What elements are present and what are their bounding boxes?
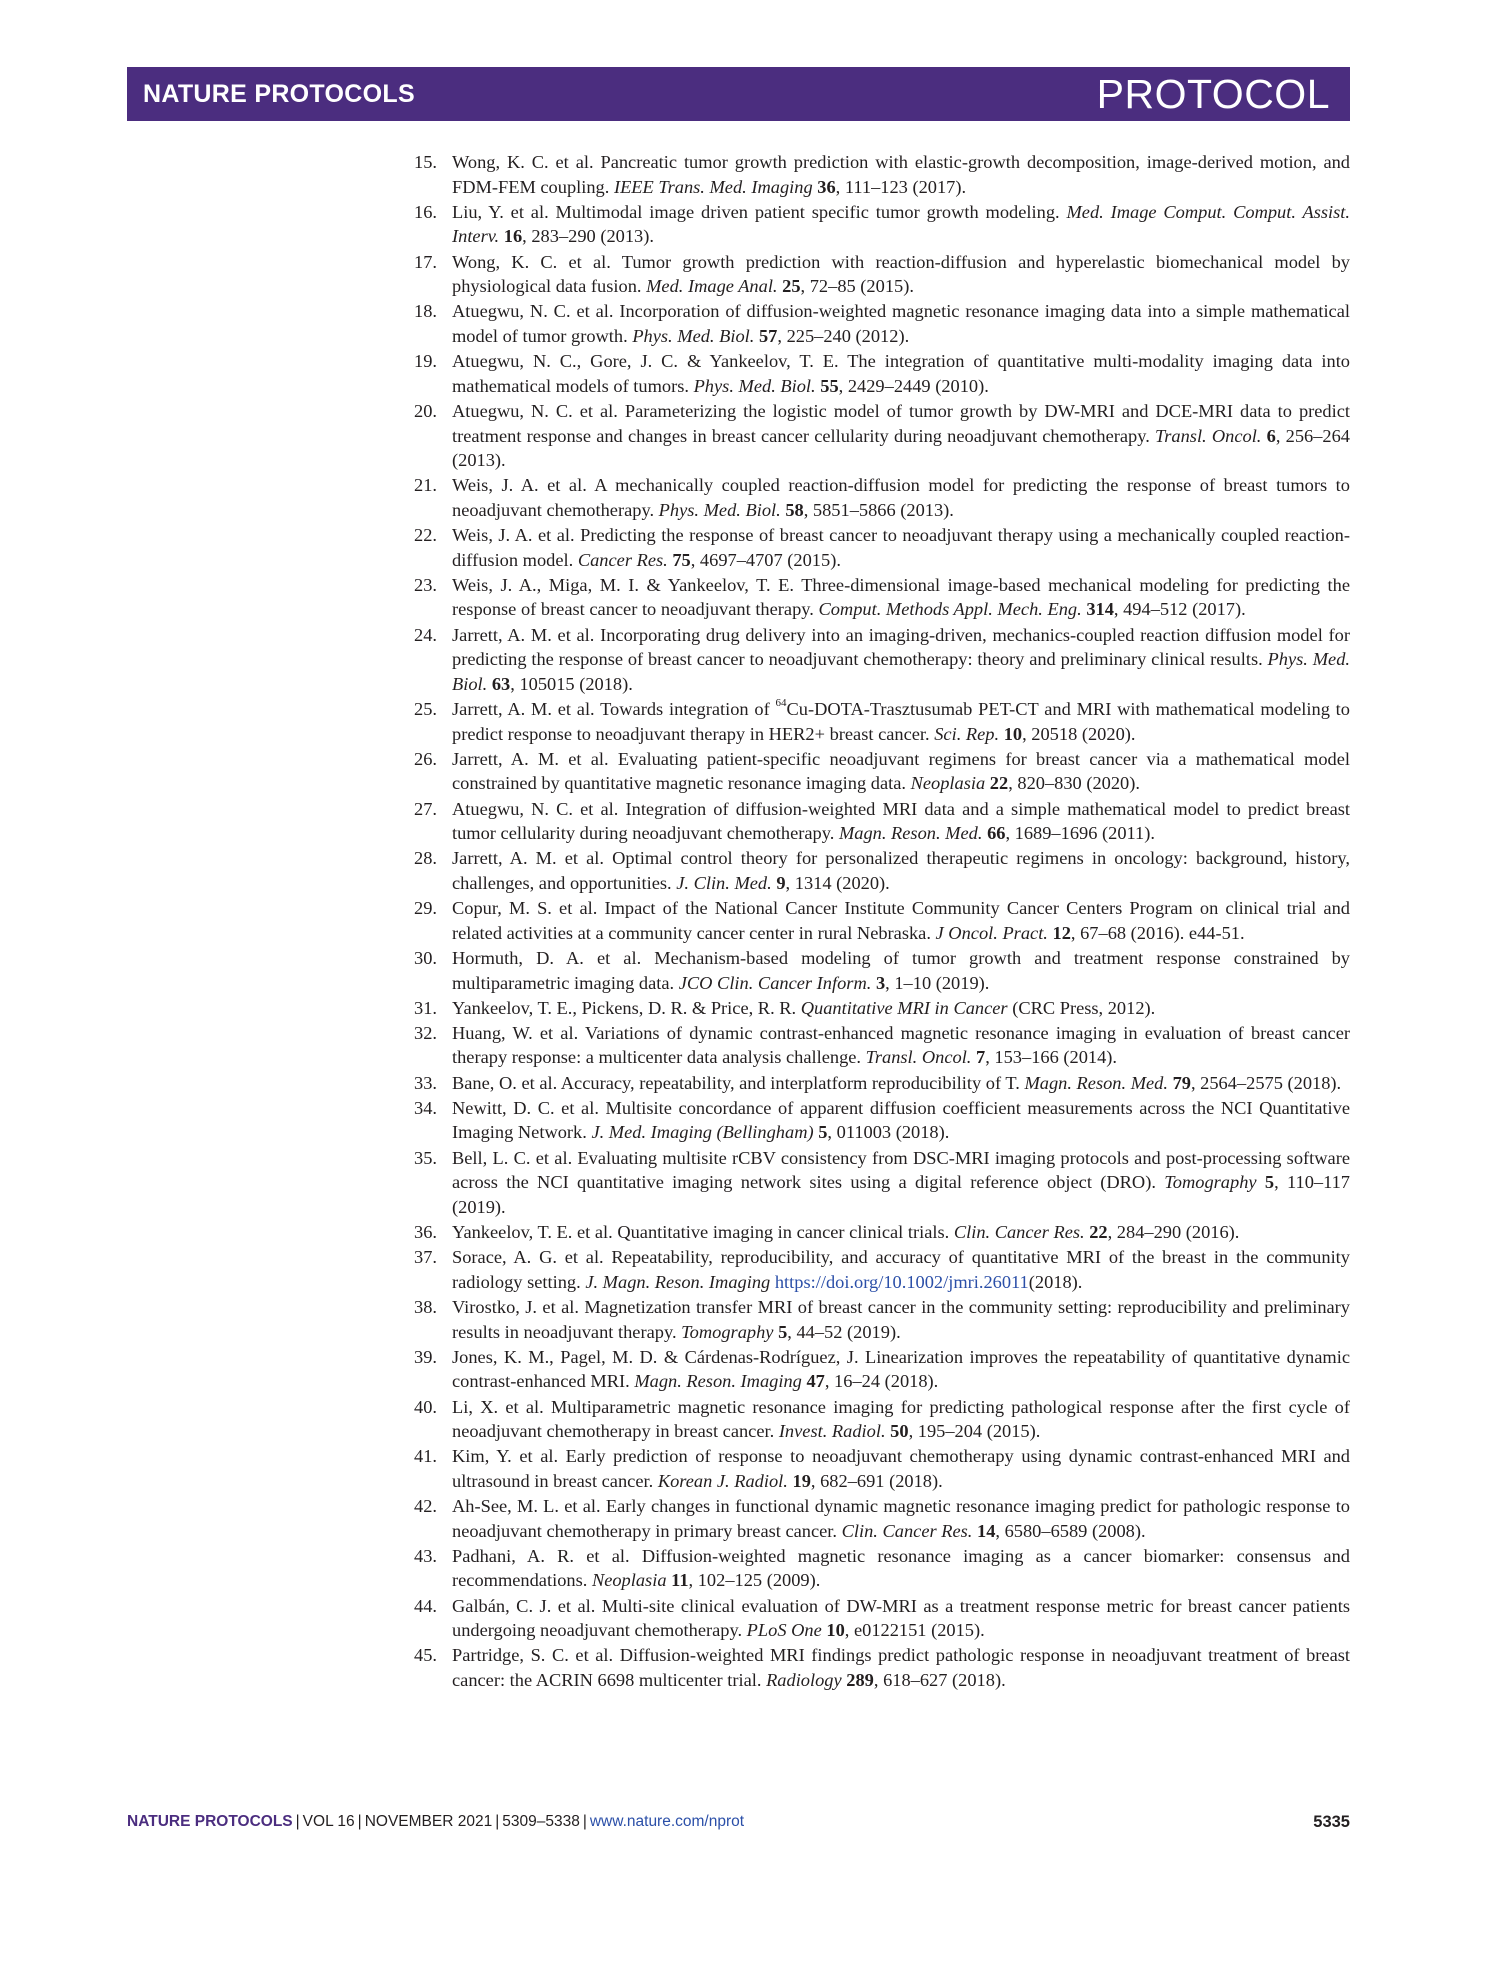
- reference-volume: 19: [792, 1470, 811, 1491]
- reference-text: Newitt, D. C. et al. Multisite concordance of apparent diffusion coefficient measurements across the NCI Quantitative Imaging Network.: [452, 1097, 1350, 1143]
- reference-volume: 79: [1172, 1072, 1191, 1093]
- reference-text: Jarrett, A. M. et al. Towards integration of: [452, 699, 776, 719]
- reference-number: 19.: [414, 351, 437, 372]
- reference-details: , 110–117 (2019).: [452, 1172, 1350, 1217]
- reference-number: 37.: [414, 1247, 437, 1268]
- reference-item: [414, 1146, 1350, 1220]
- footer-volume: VOL 16: [302, 1813, 355, 1830]
- reference-volume: 12: [1052, 922, 1071, 943]
- reference-journal: J. Clin. Med.: [676, 872, 772, 893]
- reference-volume: 25: [782, 276, 801, 297]
- reference-details: , 72–85 (2015).: [800, 276, 914, 297]
- footer-journal: NATURE PROTOCOLS: [127, 1813, 293, 1830]
- reference-number: 32.: [414, 1022, 437, 1043]
- footer-pages: 5309–5338: [502, 1813, 580, 1830]
- reference-text: Atuegwu, N. C. et al. Integration of diffusion-weighted MRI data and a simple mathematical model to predict breast tumor cellularity during neoadjuvant chemotherapy.: [452, 798, 1350, 844]
- reference-details: , 284–290 (2016).: [1107, 1222, 1240, 1242]
- reference-item: [414, 1643, 1350, 1692]
- reference-text: Hormuth, D. A. et al. Mechanism-based modeling of tumor growth and treatment response constrained by multiparametric imaging data.: [452, 947, 1350, 993]
- reference-details: , 16–24 (2018).: [824, 1371, 939, 1392]
- reference-details: , 283–290 (2013).: [522, 226, 654, 247]
- reference-text: Li, X. et al. Multiparametric magnetic resonance imaging for predicting pathological response after the first cycle of neoadjuvant chemotherapy in breast cancer.: [452, 1396, 1350, 1442]
- reference-details: , 5851–5866 (2013).: [803, 499, 954, 520]
- reference-item: [414, 896, 1350, 945]
- reference-details: (2018).: [1028, 1271, 1083, 1292]
- reference-superscript: 64: [775, 696, 787, 709]
- reference-details: , 256–264 (2013).: [452, 425, 1350, 471]
- reference-details: , 44–52 (2019).: [787, 1321, 901, 1342]
- reference-volume: 36: [817, 176, 836, 197]
- reference-item: [414, 1021, 1350, 1070]
- reference-item: [414, 1444, 1350, 1493]
- reference-volume: 58: [785, 499, 804, 520]
- reference-number: 38.: [414, 1296, 437, 1317]
- reference-text: Kim, Y. et al. Early prediction of response to neoadjuvant chemotherapy using dynamic contrast-enhanced MRI and ultrasound in breast cancer.: [452, 1446, 1350, 1491]
- reference-volume: 6: [1266, 425, 1276, 446]
- reference-details: , 2564–2575 (2018).: [1190, 1072, 1342, 1093]
- reference-volume: 3: [875, 972, 886, 993]
- reference-details: , e0122151 (2015).: [844, 1620, 985, 1641]
- reference-journal: Med. Image Comput. Comput. Assist. Interv.: [452, 201, 1350, 247]
- reference-volume: 50: [890, 1421, 909, 1442]
- reference-text: Weis, J. A., Miga, M. I. & Yankeelov, T. E. Three-dimensional image-based mechanical modeling for predicting the response of breast cancer to neoadjuvant therapy.: [452, 574, 1350, 620]
- footer-separator: |: [495, 1813, 500, 1830]
- footer-separator: |: [357, 1813, 362, 1830]
- reference-volume: 57: [758, 325, 778, 346]
- reference-text: Sorace, A. G. et al. Repeatability, reproducibility, and accuracy of quantitative MRI of the breast in the community radiology setting.: [452, 1247, 1350, 1292]
- reference-text: Atuegwu, N. C. et al. Incorporation of diffusion-weighted magnetic resonance imaging data into a simple mathematical model of tumor growth.: [452, 301, 1350, 346]
- reference-item: [414, 1096, 1350, 1145]
- reference-number: 42.: [414, 1496, 437, 1517]
- reference-number: 36.: [414, 1222, 437, 1242]
- reference-volume: 22: [989, 773, 1009, 794]
- reference-item: [414, 250, 1350, 299]
- reference-journal: Magn. Reson. Med.: [838, 823, 983, 844]
- reference-number: 27.: [414, 798, 437, 819]
- reference-item: [414, 573, 1350, 622]
- reference-journal: PLoS One: [746, 1620, 822, 1641]
- reference-journal: Phys. Med. Biol.: [693, 375, 816, 396]
- reference-item: [414, 523, 1350, 572]
- reference-details: , 105015 (2018).: [510, 673, 633, 694]
- reference-item: [414, 747, 1350, 796]
- reference-number: 24.: [414, 624, 437, 645]
- reference-text: Weis, J. A. et al. A mechanically coupled reaction-diffusion model for predicting the response of breast tumors to neoadjuvant chemotherapy.: [452, 475, 1350, 520]
- reference-journal: Phys. Med. Biol.: [452, 649, 1350, 694]
- reference-text: Bell, L. C. et al. Evaluating multisite rCBV consistency from DSC-MRI imaging protocols and post-processing software across the NCI quantitative imaging network sites using a digital reference object (DRO).: [452, 1147, 1350, 1193]
- reference-number: 33.: [414, 1072, 437, 1093]
- footer-separator: |: [295, 1813, 300, 1830]
- reference-details: , 494–512 (2017).: [1113, 599, 1246, 620]
- reference-volume: 22: [1089, 1222, 1108, 1242]
- reference-volume: 289: [846, 1670, 874, 1691]
- reference-journal: Tomography: [681, 1321, 774, 1342]
- reference-number: 18.: [414, 301, 437, 322]
- reference-number: 44.: [414, 1595, 437, 1616]
- reference-journal: J. Magn. Reson. Imaging: [585, 1271, 771, 1292]
- reference-text: Jarrett, A. M. et al. Incorporating drug delivery into an imaging-driven, mechanics-coupled reaction diffusion model for predicting the response of breast cancer to neoadjuvant chemotherapy: theory and preliminary clinical results.: [452, 624, 1350, 670]
- reference-volume: 10: [1003, 723, 1023, 744]
- reference-volume: 55: [820, 375, 839, 396]
- reference-volume: 16: [503, 226, 523, 247]
- reference-number: 35.: [414, 1147, 437, 1168]
- reference-item: [414, 846, 1350, 895]
- reference-text: Wong, K. C. et al. Pancreatic tumor growth prediction with elastic-growth decomposition, image-derived motion, and FDM-FEM coupling.: [452, 152, 1350, 197]
- reference-journal: Magn. Reson. Imaging: [634, 1371, 802, 1392]
- reference-volume: 10: [826, 1620, 845, 1641]
- reference-number: 20.: [414, 400, 437, 421]
- reference-journal: Radiology: [766, 1670, 842, 1691]
- reference-doi-link[interactable]: https://doi.org/10.1002/jmri.26011: [774, 1271, 1029, 1292]
- reference-text: Virostko, J. et al. Magnetization transfer MRI of breast cancer in the community setting: reproducibility and preliminary results in neoadjuvant therapy.: [452, 1296, 1350, 1342]
- reference-volume: 47: [806, 1371, 825, 1392]
- reference-details: , 1689–1696 (2011).: [1005, 823, 1155, 844]
- reference-journal: Quantitative MRI in Cancer: [800, 997, 1008, 1018]
- reference-number: 22.: [414, 525, 437, 546]
- reference-volume: 66: [987, 823, 1006, 844]
- reference-number: 41.: [414, 1446, 437, 1467]
- reference-number: 39.: [414, 1346, 437, 1367]
- reference-text: Cu-DOTA-Trasztusumab PET-CT and MRI with mathematical modeling to predict response to neoadjuvant therapy in HER2+ breast cancer.: [452, 699, 1350, 744]
- reference-journal: Neoplasia: [591, 1570, 667, 1591]
- reference-details: (CRC Press, 2012).: [1007, 997, 1156, 1018]
- reference-text: Jones, K. M., Pagel, M. D. & Cárdenas-Rodríguez, J. Linearization improves the repeatability of quantitative dynamic contrast-enhanced MRI.: [452, 1346, 1350, 1392]
- reference-item: [414, 946, 1350, 995]
- reference-item: [414, 1220, 1350, 1245]
- reference-item: [414, 399, 1350, 473]
- reference-details: , 011003 (2018).: [827, 1122, 950, 1143]
- reference-number: 17.: [414, 251, 437, 272]
- reference-item: [414, 1494, 1350, 1543]
- reference-text: Weis, J. A. et al. Predicting the response of breast cancer to neoadjuvant therapy using a mechanically coupled reaction-diffusion model.: [452, 525, 1350, 570]
- footer-separator: |: [582, 1813, 587, 1830]
- reference-number: 23.: [414, 574, 437, 595]
- reference-text: Huang, W. et al. Variations of dynamic contrast-enhanced magnetic resonance imaging in evaluation of breast cancer therapy response: a multicenter data analysis challenge.: [452, 1022, 1350, 1068]
- reference-number: 15.: [414, 152, 437, 172]
- reference-text: Atuegwu, N. C., Gore, J. C. & Yankeelov, T. E. The integration of quantitative multi-modality imaging data into mathematical models of tumors.: [452, 351, 1350, 396]
- footer-date: NOVEMBER 2021: [364, 1813, 493, 1830]
- reference-details: , 820–830 (2020).: [1008, 773, 1140, 794]
- reference-journal: Comput. Methods Appl. Mech. Eng.: [818, 599, 1082, 620]
- reference-details: , 6580–6589 (2008).: [995, 1520, 1146, 1541]
- reference-text: Copur, M. S. et al. Impact of the National Cancer Institute Community Cancer Centers Program on clinical trial and related activities at a community cancer center in rural Nebraska.: [452, 898, 1350, 943]
- reference-number: 45.: [414, 1645, 437, 1666]
- reference-volume: 314: [1086, 599, 1114, 620]
- reference-volume: 7: [976, 1047, 986, 1068]
- reference-volume: 14: [977, 1520, 996, 1541]
- reference-item: [414, 1345, 1350, 1394]
- reference-details: , 682–691 (2018).: [810, 1470, 943, 1491]
- reference-details: , 153–166 (2014).: [985, 1047, 1118, 1068]
- reference-journal: J. Med. Imaging (Bellingham): [591, 1122, 814, 1143]
- reference-journal: Transl. Oncol.: [865, 1047, 972, 1068]
- reference-journal: Korean J. Radiol.: [657, 1470, 788, 1491]
- reference-journal: Neoplasia: [910, 773, 986, 794]
- reference-number: 34.: [414, 1097, 437, 1118]
- reference-item: [414, 150, 1350, 199]
- reference-text: Wong, K. C. et al. Tumor growth prediction with reaction-diffusion and hyperelastic biomechanical model by physiological data fusion.: [452, 251, 1350, 297]
- reference-text: Jarrett, A. M. et al. Evaluating patient-specific neoadjuvant regimens for breast cancer via a mathematical model constrained by quantitative magnetic resonance imaging data.: [452, 748, 1350, 794]
- reference-details: , 618–627 (2018).: [873, 1670, 1006, 1691]
- reference-text: Atuegwu, N. C. et al. Parameterizing the logistic model of tumor growth by DW-MRI and DCE-MRI data to predict treatment response and changes in breast cancer cellularity during neoadjuvant chemotherapy.: [452, 400, 1350, 446]
- reference-item: [414, 1071, 1350, 1096]
- reference-journal: Transl. Oncol.: [1155, 425, 1262, 446]
- reference-item: [414, 996, 1350, 1021]
- reference-details: , 2429–2449 (2010).: [838, 375, 989, 396]
- reference-journal: Cancer Res.: [577, 549, 668, 570]
- reference-number: 25.: [414, 699, 437, 719]
- journal-title: NATURE PROTOCOLS: [143, 80, 415, 108]
- reference-item: [414, 1245, 1350, 1294]
- reference-item: [414, 1295, 1350, 1344]
- reference-volume: 63: [491, 673, 511, 694]
- reference-journal: Clin. Cancer Res.: [841, 1520, 973, 1541]
- reference-number: 28.: [414, 848, 437, 869]
- reference-number: 31.: [414, 997, 437, 1018]
- reference-details: , 111–123 (2017).: [835, 176, 967, 197]
- reference-item: [414, 797, 1350, 846]
- reference-number: 40.: [414, 1396, 437, 1417]
- reference-number: 21.: [414, 475, 437, 496]
- reference-number: 16.: [414, 201, 437, 222]
- reference-number: 30.: [414, 947, 437, 968]
- reference-item: [414, 299, 1350, 348]
- header-bar: [127, 67, 1350, 121]
- reference-journal: IEEE Trans. Med. Imaging: [613, 176, 813, 197]
- reference-journal: Med. Image Anal.: [646, 276, 778, 297]
- reference-volume: 5: [1264, 1172, 1275, 1193]
- reference-journal: Sci. Rep.: [934, 723, 1000, 744]
- reference-details: , 67–68 (2016). e44-51.: [1070, 922, 1245, 943]
- reference-text: Yankeelov, T. E., Pickens, D. R. & Price, R. R.: [452, 997, 801, 1018]
- footer: [127, 1813, 1350, 1837]
- reference-item: [414, 1395, 1350, 1444]
- reference-number: 29.: [414, 898, 437, 919]
- reference-details: , 195–204 (2015).: [908, 1421, 1041, 1442]
- reference-item: [414, 473, 1350, 522]
- reference-volume: 5: [818, 1122, 828, 1143]
- reference-list: [414, 150, 1350, 1693]
- reference-number: 43.: [414, 1545, 437, 1566]
- reference-item: [414, 1594, 1350, 1643]
- reference-journal: Tomography: [1164, 1172, 1257, 1193]
- reference-journal: JCO Clin. Cancer Inform.: [678, 972, 872, 993]
- footer-url-link[interactable]: www.nature.com/nprot: [589, 1813, 745, 1830]
- reference-text: Padhani, A. R. et al. Diffusion-weighted magnetic resonance imaging as a cancer biomarker: consensus and recommendations.: [452, 1545, 1350, 1591]
- reference-text: Jarrett, A. M. et al. Optimal control theory for personalized therapeutic regimens in oncology: background, history, challenges, and opportunities.: [452, 848, 1350, 893]
- page-number: 5335: [1313, 1813, 1350, 1831]
- reference-item: [414, 623, 1350, 697]
- reference-volume: 5: [778, 1321, 788, 1342]
- reference-details: , 102–125 (2009).: [688, 1570, 821, 1591]
- reference-details: , 4697–4707 (2015).: [690, 549, 841, 570]
- reference-item: [414, 200, 1350, 249]
- reference-number: 26.: [414, 748, 437, 769]
- reference-text: Liu, Y. et al. Multimodal image driven patient specific tumor growth modeling.: [452, 201, 1067, 222]
- reference-item: [414, 349, 1350, 398]
- reference-details: , 1314 (2020).: [785, 872, 890, 893]
- reference-details: , 20518 (2020).: [1022, 723, 1136, 744]
- reference-journal: Phys. Med. Biol.: [632, 325, 755, 346]
- reference-text: Bane, O. et al. Accuracy, repeatability, and interplatform reproducibility of T.: [452, 1072, 1025, 1093]
- reference-volume: 9: [776, 872, 786, 893]
- reference-text: Yankeelov, T. E. et al. Quantitative imaging in cancer clinical trials.: [452, 1222, 954, 1242]
- reference-journal: Clin. Cancer Res.: [953, 1222, 1085, 1242]
- reference-details: , 225–240 (2012).: [777, 325, 910, 346]
- reference-journal: Magn. Reson. Med.: [1024, 1072, 1168, 1093]
- reference-details: , 1–10 (2019).: [885, 972, 990, 993]
- reference-text: Galbán, C. J. et al. Multi-site clinical evaluation of DW-MRI as a treatment response metric for breast cancer patients undergoing neoadjuvant chemotherapy.: [452, 1595, 1350, 1641]
- reference-journal: Phys. Med. Biol.: [658, 499, 781, 520]
- reference-volume: 75: [672, 549, 691, 570]
- reference-item: [414, 1544, 1350, 1593]
- reference-text: Partridge, S. C. et al. Diffusion-weighted MRI findings predict pathologic response in neoadjuvant treatment of breast cancer: the ACRIN 6698 multicenter trial.: [452, 1645, 1350, 1691]
- reference-item: [414, 697, 1350, 746]
- reference-volume: 11: [671, 1570, 689, 1591]
- reference-text: Ah-See, M. L. et al. Early changes in functional dynamic magnetic resonance imaging predict for pathologic response to neoadjuvant chemotherapy in primary breast cancer.: [452, 1496, 1350, 1541]
- reference-journal: J Oncol. Pract.: [935, 922, 1048, 943]
- article-type: PROTOCOL: [1096, 71, 1330, 117]
- reference-journal: Invest. Radiol.: [778, 1421, 886, 1442]
